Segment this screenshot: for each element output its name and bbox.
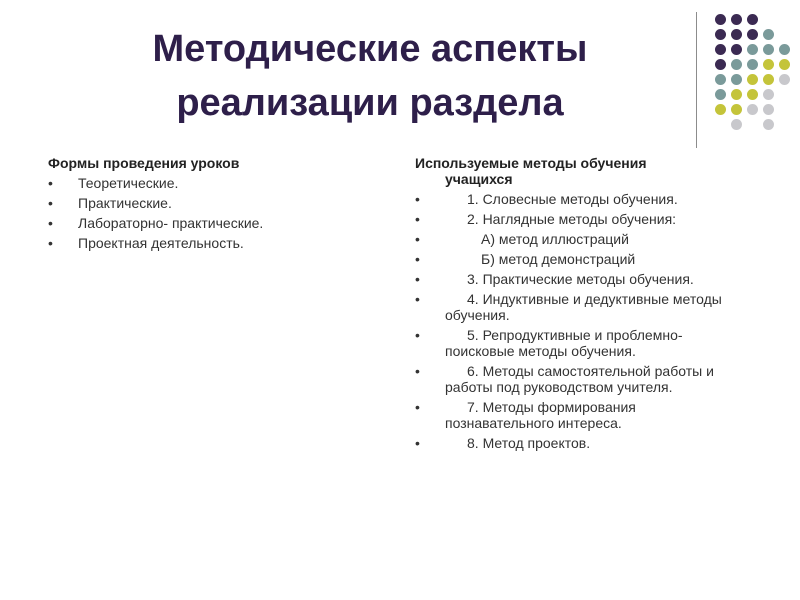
dot-icon [715, 44, 726, 55]
decorative-dot-grid [709, 12, 789, 132]
list-item: • 1. Словесные методы обучения. [415, 191, 678, 207]
dot-icon [715, 104, 726, 115]
title-line-1: Методические аспекты [152, 28, 588, 70]
bullet-icon: • [48, 235, 53, 251]
list-item: • 4. Индуктивные и дедуктивные методы обучения. [415, 291, 722, 323]
lesson-forms-list [48, 175, 378, 251]
decorative-divider [696, 12, 697, 148]
dot-icon [715, 14, 726, 25]
list-item: • 3. Практические методы обучения. [415, 271, 694, 287]
bullet-icon: • [415, 251, 420, 267]
bullet-icon: • [48, 195, 53, 211]
dot-icon [747, 74, 758, 85]
dot-icon [731, 89, 742, 100]
bullet-icon: • [415, 271, 420, 287]
dot-icon [715, 89, 726, 100]
dot-icon [763, 44, 774, 55]
bullet-icon: • [415, 435, 420, 451]
bullet-icon: • [415, 211, 420, 227]
dot-icon [731, 119, 742, 130]
teaching-methods-column [415, 155, 760, 455]
list-item: • 7. Методы формирования познавательного интереса. [415, 399, 636, 431]
dot-icon [763, 59, 774, 70]
teaching-methods-heading [415, 155, 760, 187]
dot-icon [731, 74, 742, 85]
dot-icon [747, 29, 758, 40]
bullet-icon: • [415, 399, 420, 415]
list-item: • 2. Наглядные методы обучения: [415, 211, 677, 227]
dot-icon [779, 59, 790, 70]
list-item: • 6. Методы самостоятельной работы и работы под руководством учителя. [415, 363, 714, 395]
lesson-forms-column [48, 155, 378, 255]
heading-line-2: учащихся [445, 171, 513, 187]
dot-icon [747, 44, 758, 55]
dot-icon [731, 59, 742, 70]
dot-icon [747, 104, 758, 115]
dot-icon [731, 104, 742, 115]
dot-icon [731, 14, 742, 25]
bullet-icon: • [415, 363, 420, 379]
heading-line-1: Используемые методы обучения [415, 155, 647, 171]
dot-icon [763, 89, 774, 100]
list-item: • Теоретические. [48, 175, 179, 191]
list-item: • Практические. [48, 195, 172, 211]
dot-icon [763, 104, 774, 115]
dot-icon [731, 44, 742, 55]
list-item: • 5. Репродуктивные и проблемно-поисковые методы обучения. [415, 327, 683, 359]
list-item: • 8. Метод проектов. [415, 435, 591, 451]
list-item: • Проектная деятельность. [48, 235, 244, 251]
dot-icon [763, 74, 774, 85]
dot-icon [763, 119, 774, 130]
dot-icon [715, 59, 726, 70]
bullet-icon: • [415, 191, 420, 207]
bullet-icon: • [415, 291, 420, 307]
bullet-icon: • [48, 215, 53, 231]
title-line-2: реализации раздела [176, 82, 564, 124]
dot-icon [747, 14, 758, 25]
lesson-forms-heading: Формы проведения уроков [48, 155, 240, 171]
dot-icon [779, 74, 790, 85]
list-item: • Б) метод демонстраций [415, 251, 636, 267]
dot-icon [747, 59, 758, 70]
teaching-methods-list [415, 191, 760, 451]
dot-icon [763, 29, 774, 40]
bullet-icon: • [415, 231, 420, 247]
dot-icon [731, 29, 742, 40]
list-item: • Лабораторно- практические. [48, 215, 264, 231]
dot-icon [715, 74, 726, 85]
dot-icon [747, 89, 758, 100]
list-item: • А) метод иллюстраций [415, 231, 629, 247]
bullet-icon: • [48, 175, 53, 191]
bullet-icon: • [415, 327, 420, 343]
dot-icon [779, 44, 790, 55]
dot-icon [715, 29, 726, 40]
slide-title [60, 22, 680, 130]
